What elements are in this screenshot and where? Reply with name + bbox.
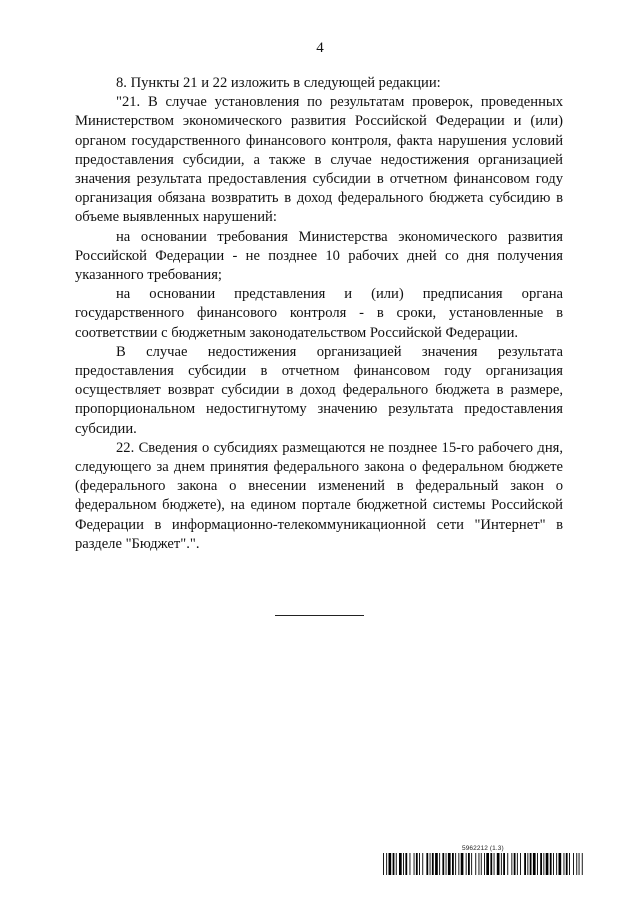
barcode-bar — [399, 853, 402, 875]
paragraph-item-21: "21. В случае установления по результатам проверок, проведенных Министерством экономического развития Российской Федерации и (или) органом государственного финансового контроля, факта нарушения условий предоставления субсидии, а также в случае недостижения организацией значения результата предоставления субсидии в отчетном финансовом году организация обязана возвратить в доход федерального бюджета субсидию в объеме выявленных нарушений: — [75, 94, 563, 226]
barcode-bar — [446, 853, 447, 875]
barcode-bar — [426, 853, 428, 875]
barcode-bar — [471, 853, 472, 875]
barcode-bar — [494, 853, 495, 875]
barcode-bar — [389, 853, 392, 875]
barcode-bar — [396, 853, 397, 875]
barcode-bar — [559, 853, 562, 875]
barcode-bar — [550, 853, 552, 875]
barcode-bar — [564, 853, 565, 875]
document-body — [75, 74, 563, 554]
barcode-bar — [514, 853, 516, 875]
barcode-bar — [481, 853, 482, 875]
paragraph-representation-deadline: на основании представления и (или) предписания органа государственного финансового контроля - в сроки, установленные в соответствии с бюджетным законодательством Российской Федерации. — [75, 286, 563, 341]
barcode-bar — [497, 853, 500, 875]
barcode-bar — [537, 853, 538, 875]
barcode-bar — [524, 853, 526, 875]
paragraph-item-22: 22. Сведения о субсидиях размещаются не позднее 15-го рабочего дня, следующего за днем принятия федерального закона о федеральном бюджете (федерального закона о внесении изменений в федеральный закон о федеральном бюджете), на едином портале бюджетной системы Российской Федерации в информационно-телекоммуникационной сети "Интернет" в разделе "Бюджет".". — [75, 439, 563, 552]
barcode-bar — [432, 853, 434, 875]
barcode-bar — [579, 853, 580, 875]
barcode-bar — [490, 853, 492, 875]
paragraph-subsidy-return: В случае недостижения организацией значения результата предоставления субсидии в отчетном финансовом году организация осуществляет возврат субсидии в доход федерального бюджета в размере, пропорциональном недостигнутому значению результата предоставления субсидии. — [75, 343, 563, 437]
section-divider — [275, 615, 364, 616]
barcode-bar — [569, 853, 570, 875]
barcode-bar — [452, 853, 454, 875]
barcode-bar — [503, 853, 505, 875]
barcode-bar — [484, 853, 485, 875]
barcode-bar — [461, 853, 464, 875]
barcode-bar — [501, 853, 502, 875]
barcode-bar — [479, 853, 480, 875]
barcode-bar — [393, 853, 395, 875]
barcode-bar — [533, 853, 536, 875]
barcode-bar — [520, 853, 521, 875]
barcode-bar — [468, 853, 470, 875]
barcode-bar — [582, 853, 583, 875]
barcode-bar — [517, 853, 518, 875]
barcode-bar — [442, 853, 444, 875]
document-code: 5962212 (1.3) — [462, 845, 504, 852]
page-number: 4 — [316, 40, 324, 56]
barcode-bar — [458, 853, 459, 875]
barcode-bar — [416, 853, 418, 875]
barcode-bar — [466, 853, 467, 875]
barcode-bar — [455, 853, 456, 875]
barcode-bar — [435, 853, 438, 875]
paragraph-item-8-intro: 8. Пункты 21 и 22 изложить в следующей редакции: — [116, 75, 441, 91]
barcode-icon — [383, 853, 583, 875]
paragraph-requirement-deadline: на основании требования Министерства экономического развития Российской Федерации - не позднее 10 рабочих дней со дня получения указанного требования; — [75, 228, 563, 284]
barcode-bar — [419, 853, 420, 875]
barcode-bar — [422, 853, 423, 875]
barcode-bar — [475, 853, 476, 875]
barcode-bar — [530, 853, 532, 875]
barcode-bar — [540, 853, 542, 875]
barcode-bar — [410, 853, 411, 875]
barcode-bar — [546, 853, 549, 875]
barcode-bar — [383, 853, 384, 875]
barcode-bar — [386, 853, 387, 875]
barcode-bar — [405, 853, 407, 875]
barcode-bar — [439, 853, 440, 875]
barcode-bar — [527, 853, 528, 875]
barcode-bar — [556, 853, 557, 875]
barcode-bar — [507, 853, 508, 875]
barcode-bar — [403, 853, 404, 875]
barcode-bar — [566, 853, 568, 875]
barcode-bar — [576, 853, 577, 875]
barcode-bar — [448, 853, 451, 875]
barcode-bar — [511, 853, 512, 875]
barcode-bar — [486, 853, 489, 875]
barcode-bar — [553, 853, 554, 875]
barcode-bar — [414, 853, 415, 875]
barcode-bar — [543, 853, 544, 875]
barcode-bar — [573, 853, 574, 875]
barcode-bar — [430, 853, 431, 875]
